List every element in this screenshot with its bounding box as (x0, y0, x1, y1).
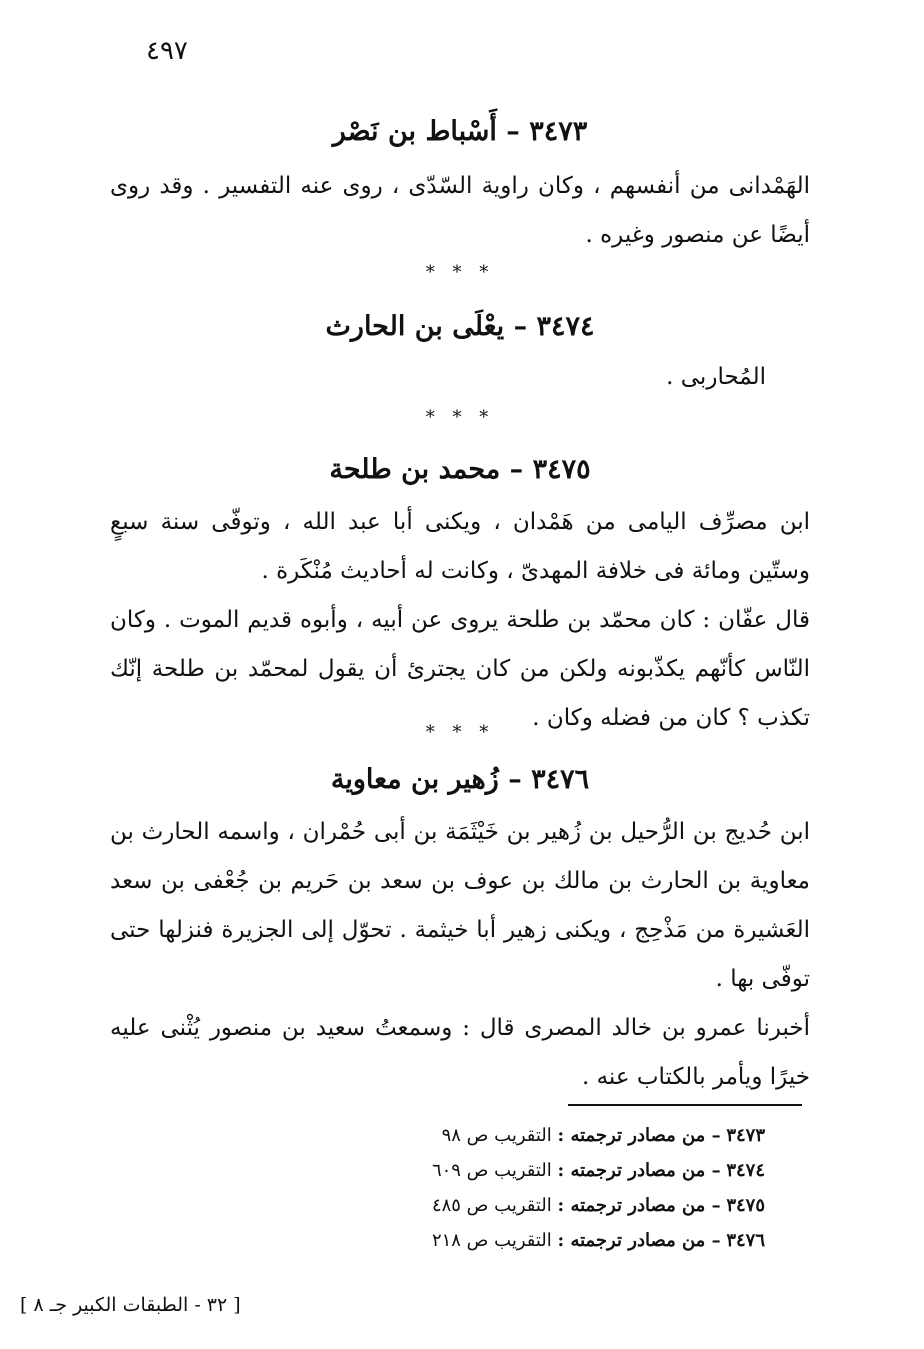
printer-signature: [ ٣٢ - الطبقات الكبير جـ ٨ ] (20, 1294, 241, 1316)
separator-stars: * * * (425, 722, 495, 743)
footnote-number: ٣٤٧٥ (726, 1195, 765, 1216)
entry-title: ٣٤٧٣ – أَسْباط بن نَصْر (332, 116, 588, 147)
footnote-source: التقريب ص ٤٨٥ (431, 1195, 552, 1216)
entry-3475 (110, 446, 810, 743)
footnote-label: – من مصادر ترجمته : (557, 1230, 721, 1251)
entry-paragraph: ابن مصرِّف اليامى من هَمْدان ، ويكنى أبا عبد الله ، وتوفّى سنة سبعٍ وستّين ومائة فى خلافة المهدىّ ، وكانت له أحاديث مُنْكَرة . (110, 509, 810, 584)
entry-title: ٣٤٧٦ – زُهير بن معاوية (330, 764, 590, 795)
separator-stars: * * * (425, 407, 495, 428)
entry-paragraph: الهَمْدانى من أنفسهم ، وكان راوية السّدّى ، روى عنه التفسير . وقد روى أيضًا عن منصور وغيره . (110, 173, 810, 248)
page-number: ٤٩٧ (146, 36, 188, 66)
entry-title: ٣٤٧٤ – يعْلَى بن الحارث (325, 311, 595, 342)
footnote-source: التقريب ص ٩٨ (441, 1125, 552, 1146)
footnote-label: – من مصادر ترجمته : (557, 1125, 721, 1146)
entry-3476 (110, 756, 810, 1102)
footnote-item (300, 1223, 765, 1258)
footnote-item (300, 1118, 765, 1153)
footnote-number: ٣٤٧٦ (726, 1230, 765, 1251)
section-separator (110, 403, 810, 433)
entry-paragraph: قال عفّان : كان محمّد بن طلحة يروى عن أبيه ، وأبوه قديم الموت . وكان النّاس كأنّهم يكذّبونه ولكن من كان يجترئ أن يقول لمحمّد بن طلحة إنّك تكذب ؟ كان من فضله وكان . (110, 607, 810, 731)
entry-paragraph: أخبرنا عمرو بن خالد المصرى قال : وسمعتُ سعيد بن منصور يُثْنى عليه خيرًا ويأمر بالكتاب عنه . (110, 1015, 810, 1090)
entry-paragraph: المُحاربى . (666, 364, 766, 390)
entry-3473 (110, 108, 810, 260)
footnote-item (300, 1153, 765, 1188)
section-separator (110, 258, 810, 288)
footnote-number: ٣٤٧٤ (726, 1160, 765, 1181)
footnote-label: – من مصادر ترجمته : (557, 1160, 721, 1181)
footnote-divider (568, 1104, 802, 1106)
entry-3474 (110, 303, 810, 402)
footnote-item (300, 1188, 765, 1223)
entry-paragraph: ابن حُديج بن الرُّحيل بن زُهير بن خَيْثَمَة بن أبى حُمْران ، واسمه الحارث بن معاوية بن الحارث بن مالك بن عوف بن سعد بن حَريم بن جُعْفى بن سعد العَشيرة من مَذْحِج ، ويكنى زهير أبا خيثمة . تحوّل إلى الجزيرة فنزلها حتى توفّى بها . (110, 819, 810, 992)
footnotes (300, 1118, 765, 1258)
footnote-number: ٣٤٧٣ (726, 1125, 765, 1146)
footnote-label: – من مصادر ترجمته : (557, 1195, 721, 1216)
section-separator (110, 718, 810, 748)
entry-title: ٣٤٧٥ – محمد بن طلحة (329, 454, 591, 485)
footnote-source: التقريب ص ٢١٨ (431, 1230, 552, 1251)
separator-stars: * * * (425, 262, 495, 283)
footnote-source: التقريب ص ٦٠٩ (431, 1160, 552, 1181)
